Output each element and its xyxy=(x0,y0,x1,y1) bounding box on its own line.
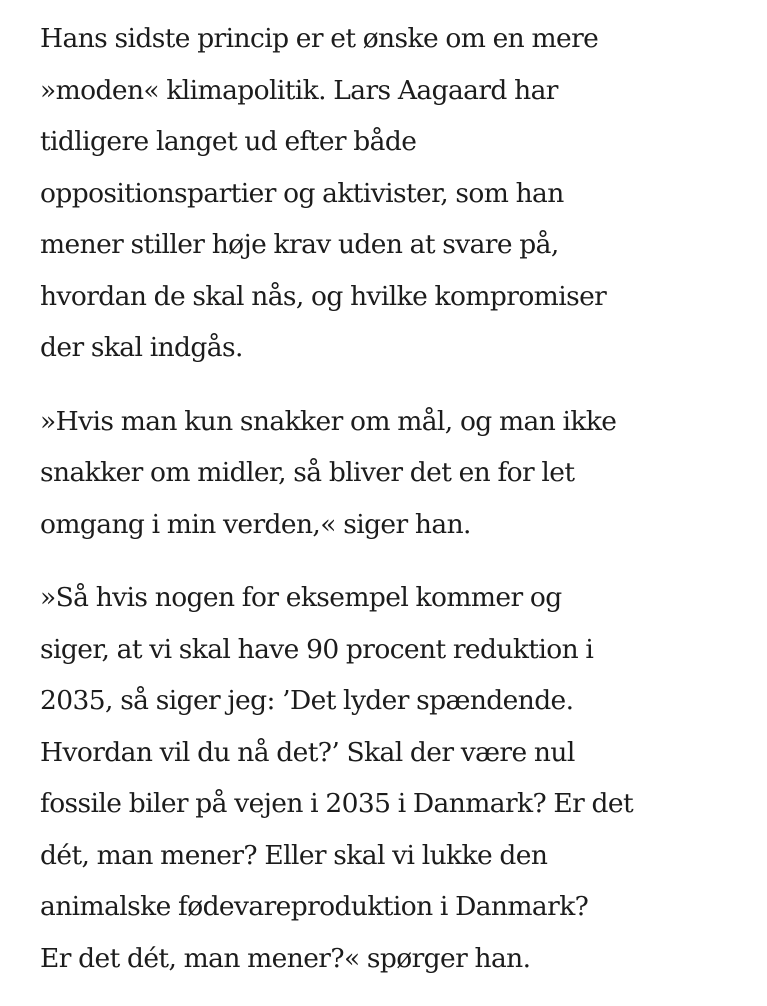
text-line: tidligere langet ud efter både xyxy=(40,126,417,157)
text-line: Er det dét, man mener?« spørger han. xyxy=(40,942,531,974)
paragraph-quote-reduction xyxy=(40,572,760,984)
text-line: hvordan de skal nås, og hvilke kompromiser xyxy=(40,280,607,312)
text-line: Hans sidste princip er et ønske om en mere xyxy=(40,23,599,54)
article-body xyxy=(40,13,760,1006)
paragraph-quote-goals-means xyxy=(40,396,760,551)
text-line: dét, man mener? Eller skal vi lukke den xyxy=(40,839,548,871)
text-line: animalske fødevareproduktion i Danmark? xyxy=(40,891,589,922)
text-line: snakker om midler, så bliver det en for let xyxy=(40,457,575,488)
text-line: Hvordan vil du nå det?’ Skal der være nul xyxy=(40,736,575,768)
text-line: siger, at vi skal have 90 procent reduktion i xyxy=(40,633,594,665)
text-line: der skal indgås. xyxy=(40,332,243,363)
text-line: »Så hvis nogen for eksempel kommer og xyxy=(40,582,562,613)
paragraph-climate-principle xyxy=(40,13,760,374)
text-line: oppositionspartier og aktivister, som han xyxy=(40,177,564,209)
text-line: mener stiller høje krav uden at svare på, xyxy=(40,229,559,260)
text-line: »Hvis man kun snakker om mål, og man ikke xyxy=(40,405,617,437)
text-line: fossile biler på vejen i 2035 i Danmark? Er det xyxy=(40,788,634,819)
text-line: »moden« klimapolitik. Lars Aagaard har xyxy=(40,74,558,106)
text-line: omgang i min verden,« siger han. xyxy=(40,508,471,540)
text-line: 2035, så siger jeg: ’Det lyder spændende. xyxy=(40,685,574,716)
